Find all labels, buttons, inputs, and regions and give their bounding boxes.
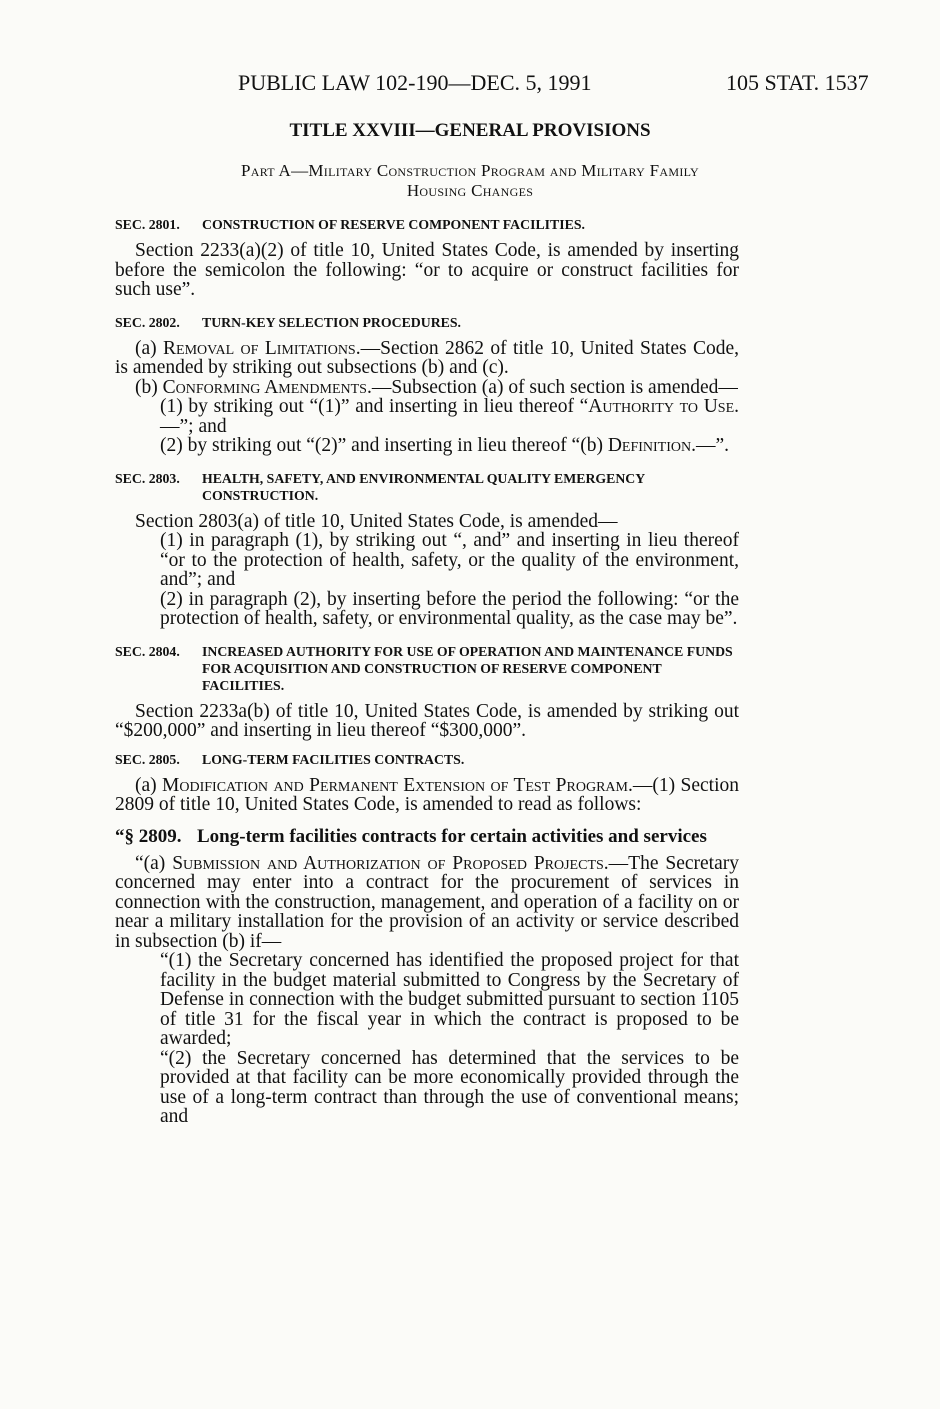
subsection-label: (a) [135,774,163,796]
code-section-2809-heading [115,827,739,846]
section-2805-heading [115,751,739,768]
subsection-label: (b) [135,376,163,398]
section-title: LONG-TERM FACILITIES CONTRACTS. [202,751,465,767]
section-number: SEC. 2801. [115,217,180,232]
section-2802-paragraph-2 [115,436,739,456]
code-section-number: “§ 2809. [115,825,182,847]
header-stat-page: 105 STAT. 1537 [726,70,869,95]
code-section-2809-paragraph-2: “(2) the Secretary concerned has determined that the services to be provided at that facility can be more economically provided through the use of a long-term contract than through the use of conventional means; and [160,1047,739,1127]
section-2801-heading [115,216,739,233]
paragraph-end: —”; and [160,415,227,437]
section-2802-heading [115,314,739,331]
section-2803-paragraph-1: (1) in paragraph (1), by striking out “, and” and inserting in lieu thereof “or to the protection of health, safety, or the quality of the environment, and”; and [160,530,739,590]
part-heading [110,161,830,201]
section-2805-subsection-a [115,776,739,815]
paragraph-smallcaps: Definition. [607,435,696,456]
section-2803-text: Section 2803(a) of title 10, United States Code, is amended— [135,510,618,532]
section-title: CONSTRUCTION OF RESERVE COMPONENT FACILITIES. [202,217,585,232]
subsection-heading: Removal of Limitations. [163,337,361,359]
section-2801-text: Section 2233(a)(2) of title 10, United States Code, is amended by inserting before the semicolon the following: “or to acquire or construct facilities for such use”. [115,240,739,300]
section-number: SEC. 2803. [115,470,180,486]
subsection-label: “(a) [135,852,173,874]
code-section-title: Long-term facilities contracts for certain activities and services [197,825,707,847]
header-law-date: PUBLIC LAW 102-190—DEC. 5, 1991 [238,70,592,95]
running-header [0,70,940,100]
section-number: SEC. 2805. [115,751,180,767]
section-2802-paragraph-1 [115,397,739,436]
subsection-text: —(1) Section 2809 of title 10, United States Code, is amended to read as follows: [115,774,739,815]
paragraph-text: (2) by striking out “(2)” and inserting in lieu thereof “(b) [160,435,608,456]
section-title: HEALTH, SAFETY, AND ENVIRONMENTAL QUALITY EMERGENCY CONSTRUCTION. [202,470,645,503]
section-2802-subsection-a [115,339,739,378]
subsection-heading: Submission and Authorization of Proposed Projects. [172,852,609,874]
paragraph-smallcaps: Authority to Use. [588,396,739,417]
section-2804-text: Section 2233a(b) of title 10, United States Code, is amended by striking out “$200,000” and inserting in lieu thereof “$300,000”. [115,700,739,741]
part-heading-line1: Part A—Military Construction Program and Military Family [240,161,700,180]
title-heading: TITLE XXVIII—GENERAL PROVISIONS [289,120,651,141]
section-2804-heading [115,643,739,694]
subsection-heading: Conforming Amendments. [162,376,372,398]
subsection-heading: Modification and Permanent Extension of Test Program. [162,774,633,796]
section-number: SEC. 2802. [115,314,180,330]
section-title: TURN-KEY SELECTION PROCEDURES. [202,314,461,330]
section-title: INCREASED AUTHORITY FOR USE OF OPERATION AND MAINTENANCE FUNDS FOR ACQUISITION AND CONSTRUCTION OF RESERVE COMPONENT FACILITIES. [202,643,733,693]
paragraph-text: (1) by striking out “(1)” and inserting in lieu thereof “ [160,396,589,417]
section-number: SEC. 2804. [115,643,180,659]
subsection-text: —Subsection (a) of such section is amended— [371,376,738,398]
section-2803-heading [115,470,739,504]
subsection-text: —Section 2862 of title 10, United States Code, is amended by striking out subsections (b) and (c). [115,337,739,378]
code-section-2809-subsection-a [115,854,739,952]
subsection-text: —The Secretary concerned may enter into a contract for the procurement of services in connection with the construction, management, and operation of a facility on or near a military installation for the provision of an activity or service described in subsection (b) if— [115,852,739,952]
section-2802-subsection-b [115,378,739,398]
part-heading-line2: Housing Changes [406,181,534,200]
paragraph-end: —”. [696,435,730,456]
document-body [115,216,739,1127]
code-section-2809-paragraph-1: “(1) the Secretary concerned has identified the proposed project for that facility in the budget material submitted to Congress by the Secretary of Defense in connection with the budget submitted pursuant to section 1105 of title 31 for the fiscal year in which the contract is proposed to be awarded; [160,950,739,1049]
subsection-label: (a) [135,337,164,359]
section-2803-paragraph-2: (2) in paragraph (2), by inserting before the period the following: “or the protection of health, safety, or environmental quality, as the case may be”. [160,588,739,629]
